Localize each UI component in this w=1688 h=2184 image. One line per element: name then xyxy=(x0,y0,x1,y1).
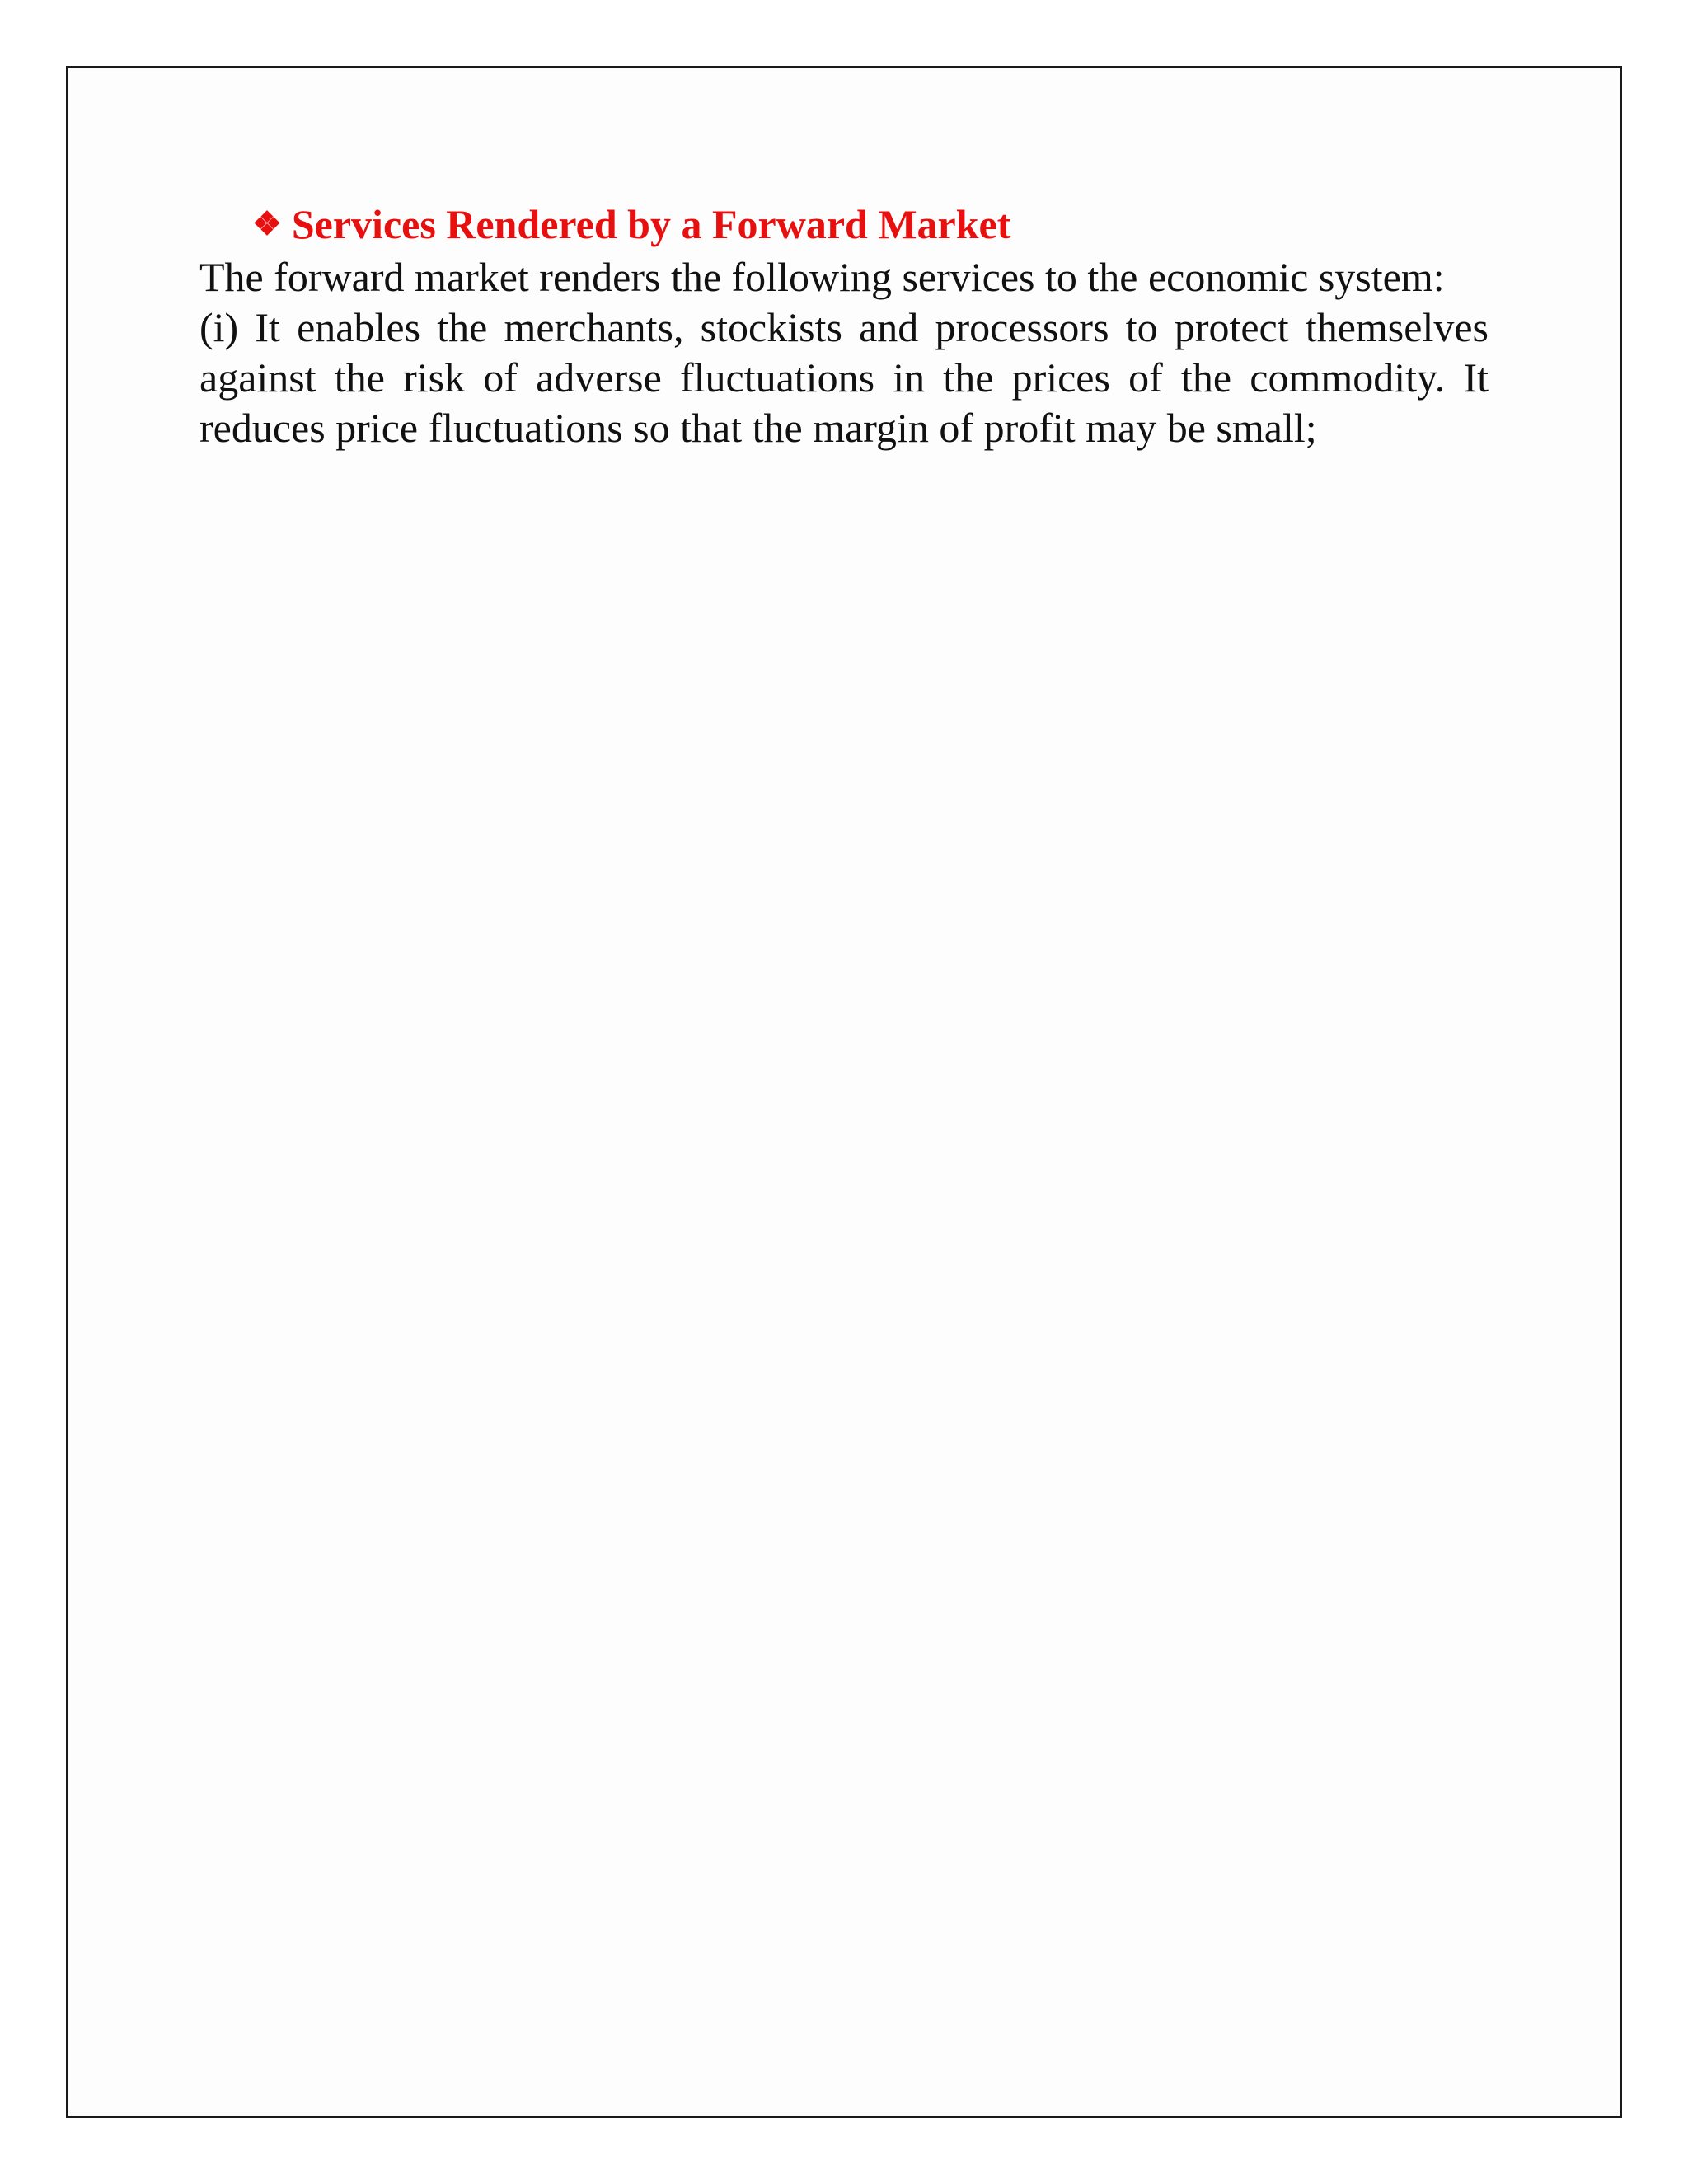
section-heading-text: Services Rendered by a Forward Market xyxy=(291,201,1011,247)
point-i-paragraph: (i) It enables the merchants, stockists and processors to protect themselves against the risk of adverse fluctuations in the prices of the commodity. It reduces price fluctuations so that the margin of profit may be small; xyxy=(199,304,1489,451)
diamond-bullet-icon: ❖ xyxy=(252,205,282,242)
intro-paragraph: The forward market renders the following services to the economic system: xyxy=(199,254,1445,300)
document-content xyxy=(199,196,1489,453)
section-heading xyxy=(252,196,1489,252)
